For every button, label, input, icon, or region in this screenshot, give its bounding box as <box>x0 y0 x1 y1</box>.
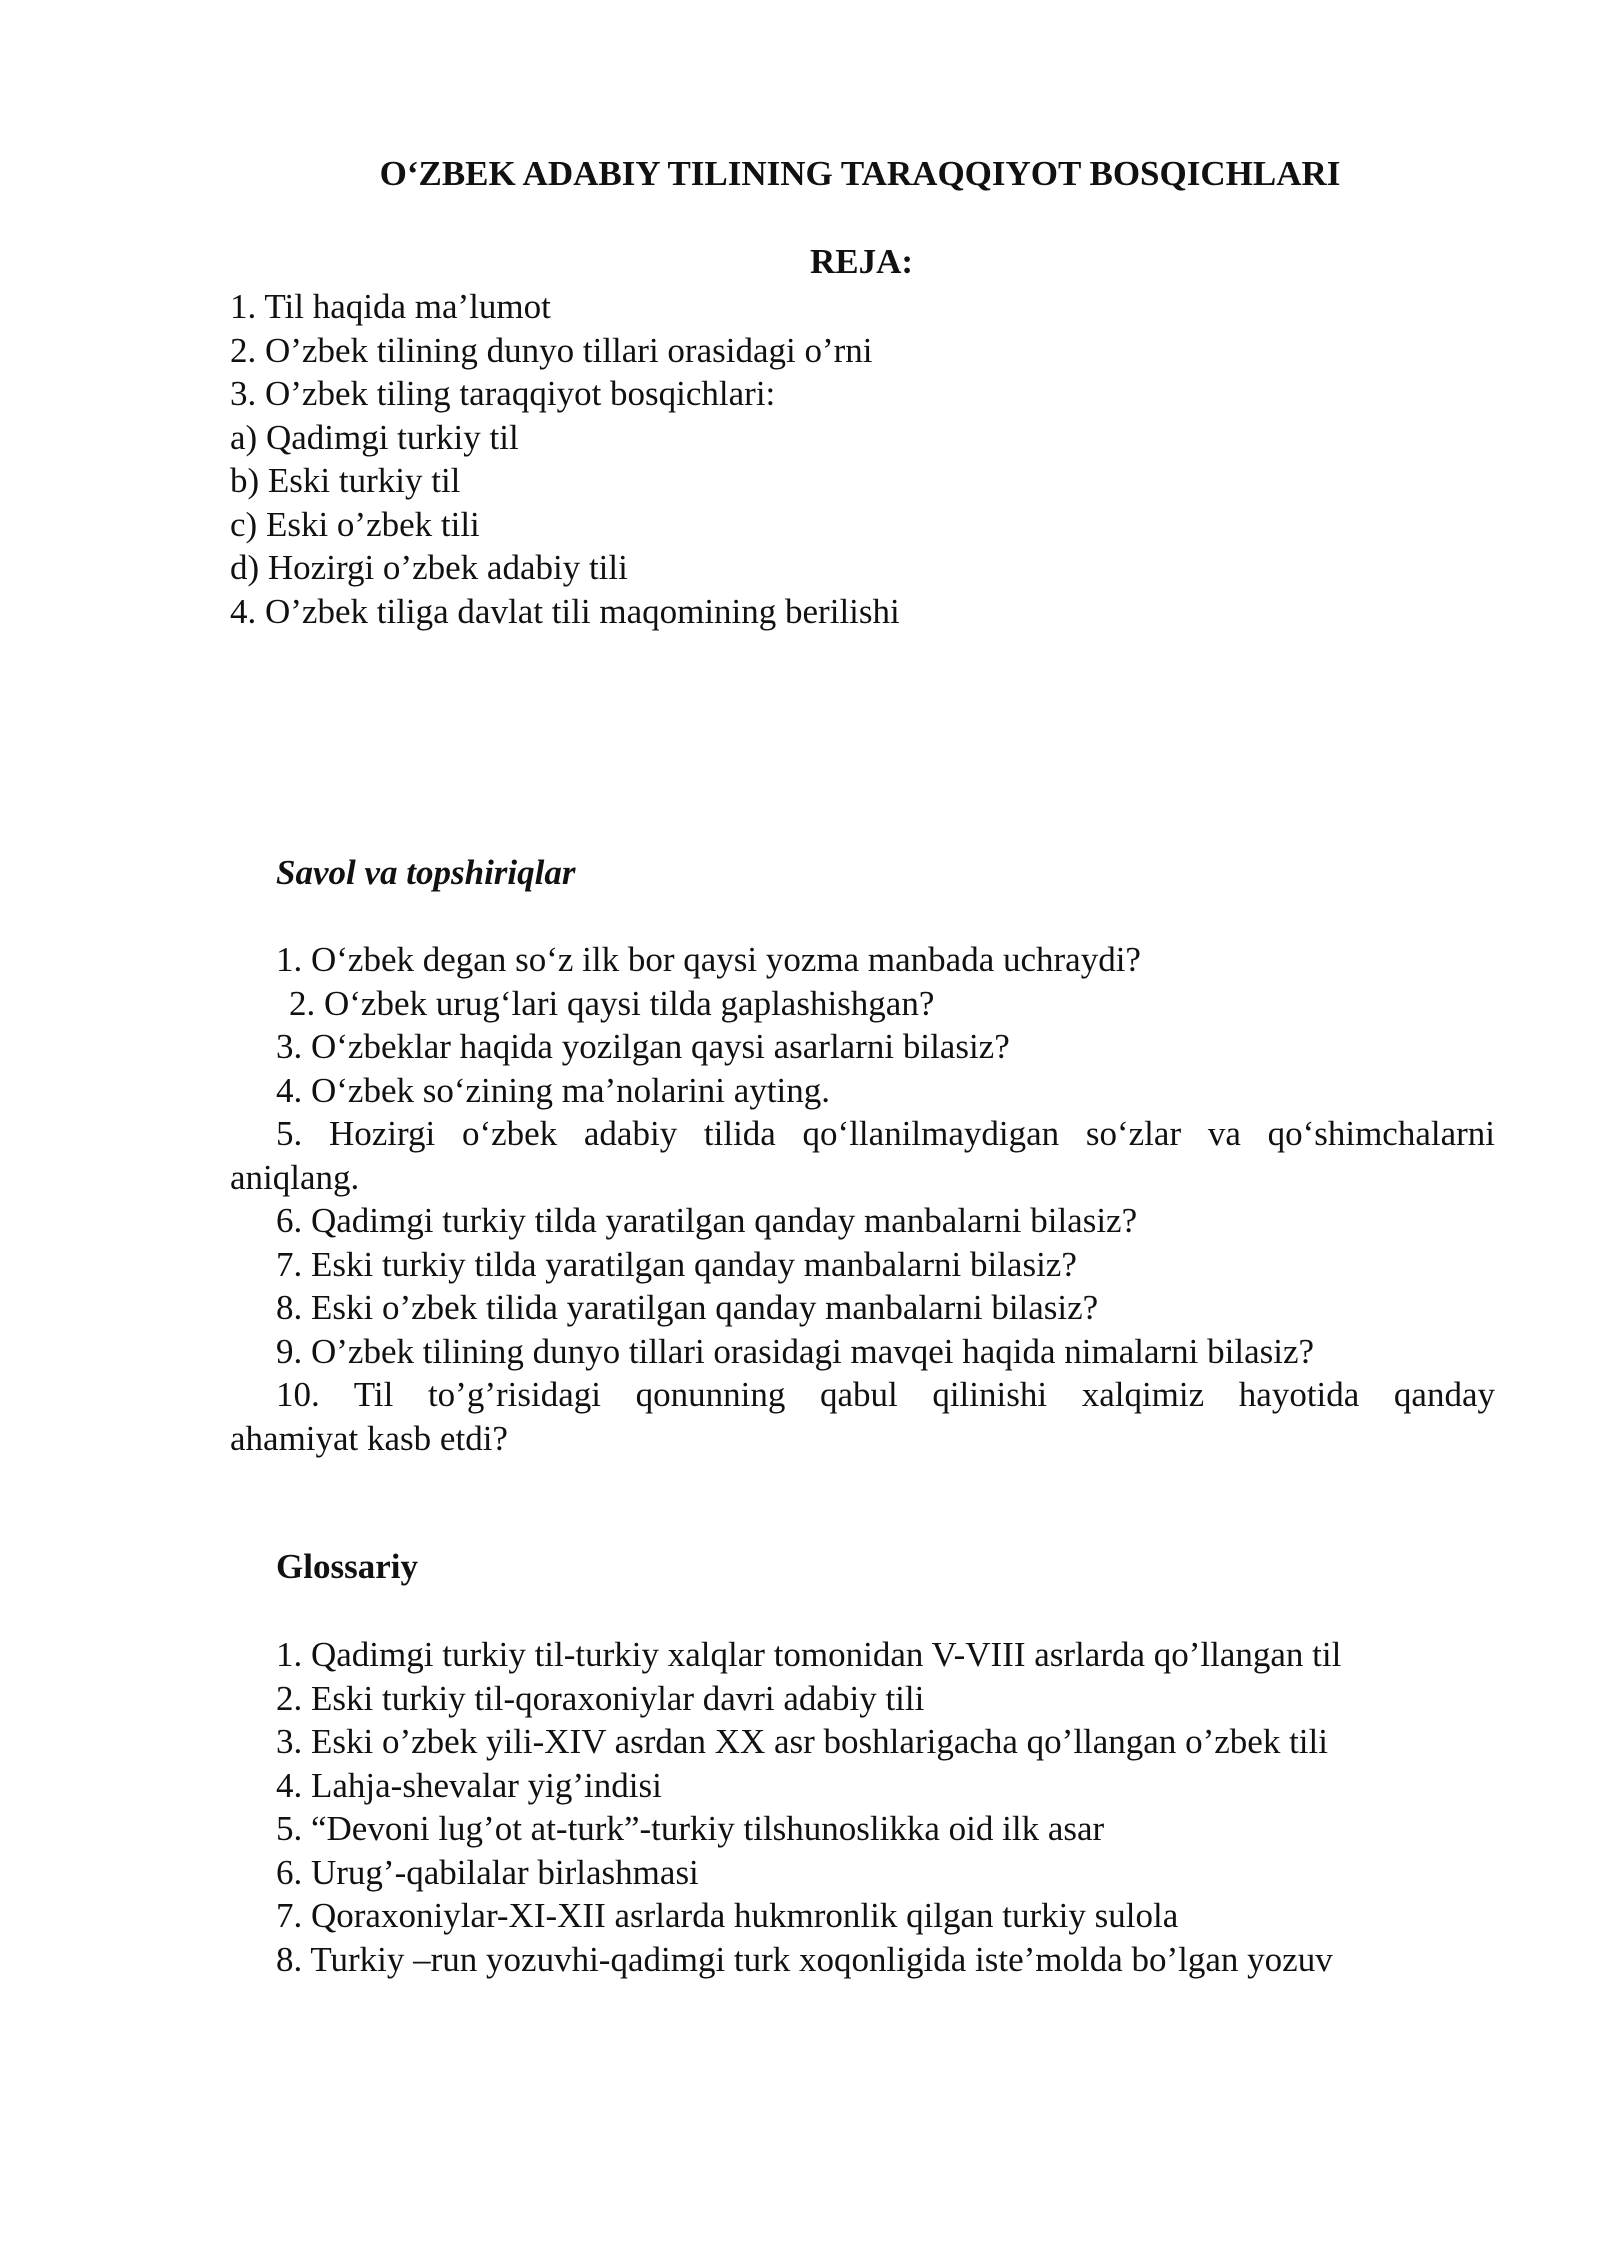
savol-item: 2. O‘zbek urug‘lari qaysi tilda gaplashishgan? <box>289 983 935 1023</box>
glossariy-item: 4. Lahja-shevalar yig’indisi <box>276 1765 662 1805</box>
reja-heading: REJA: <box>809 242 914 281</box>
reja-item: 1. Til haqida ma’lumot <box>230 287 551 326</box>
savol-item: 8. Eski o’zbek tilida yaratilgan qanday manbalarni bilasiz? <box>276 1288 1099 1327</box>
savol-item: 10. Til to’g’risidagi qonunning qabul qilinishi xalqimiz hayotida qanday <box>276 1375 1495 1414</box>
glossariy-item: 3. Eski o’zbek yili-XIV asrdan XX asr boshlarigacha qo’llangan o’zbek tili <box>276 1722 1328 1761</box>
glossariy-item: 1. Qadimgi turkiy til-turkiy xalqlar tomonidan V-VIII asrlarda qo’llangan til <box>276 1635 1342 1674</box>
savol-item: 9. O’zbek tilining dunyo tillari orasidagi mavqei haqida nimalarni bilasiz? <box>276 1331 1315 1371</box>
savol-heading: Savol va topshiriqlar <box>276 853 576 892</box>
glossariy-item: 6. Urug’-qabilalar birlashmasi <box>276 1852 699 1892</box>
document-title: O‘ZBEK ADABIY TILINING TARAQQIYOT BOSQICHLARI <box>379 154 1341 193</box>
savol-item: 4. O‘zbek so‘zining ma’nolarini ayting. <box>276 1070 831 1110</box>
savol-item-continuation: ahamiyat kasb etdi? <box>230 1418 508 1458</box>
savol-item: 5. Hozirgi o‘zbek adabiy tilida qo‘llanilmaydigan so‘zlar va qo‘shimchalarni <box>276 1114 1495 1153</box>
reja-item: b) Eski turkiy til <box>230 461 461 500</box>
savol-item-continuation: aniqlang. <box>230 1157 360 1197</box>
reja-item: 2. O’zbek tilining dunyo tillari orasidagi o’rni <box>230 330 873 370</box>
reja-item: 3. O’zbek tiling taraqqiyot bosqichlari: <box>230 374 776 413</box>
reja-item: a) Qadimgi turkiy til <box>230 417 519 457</box>
savol-list <box>230 938 1495 1460</box>
savol-item: 7. Eski turkiy tilda yaratilgan qanday manbalarni bilasiz? <box>276 1244 1077 1284</box>
reja-item: d) Hozirgi o’zbek adabiy tili <box>230 548 628 587</box>
reja-item: c) Eski o’zbek tili <box>230 504 480 544</box>
glossariy-item: 7. Qoraxoniylar-XI-XII asrlarda hukmronlik qilgan turkiy sulola <box>276 1896 1179 1935</box>
glossariy-item: 5. “Devoni lug’ot at-turk”-turkiy tilshunoslikka oid ilk asar <box>276 1809 1105 1848</box>
savol-item: 6. Qadimgi turkiy tilda yaratilgan qanday manbalarni bilasiz? <box>276 1201 1138 1240</box>
glossariy-list <box>230 1633 1495 1981</box>
reja-item: 4. O’zbek tiliga davlat tili maqomining berilishi <box>230 591 900 631</box>
savol-item: 1. O‘zbek degan so‘z ilk bor qaysi yozma manbada uchraydi? <box>276 940 1141 979</box>
savol-item: 3. O‘zbeklar haqida yozilgan qaysi asarlarni bilasiz? <box>276 1027 1010 1066</box>
reja-list <box>230 285 1495 633</box>
glossariy-heading: Glossariy <box>276 1547 418 1586</box>
glossariy-item: 8. Turkiy –run yozuvhi-qadimgi turk xoqonligida iste’molda bo’lgan yozuv <box>276 1939 1333 1979</box>
glossariy-item: 2. Eski turkiy til-qoraxoniylar davri adabiy tili <box>276 1678 925 1718</box>
